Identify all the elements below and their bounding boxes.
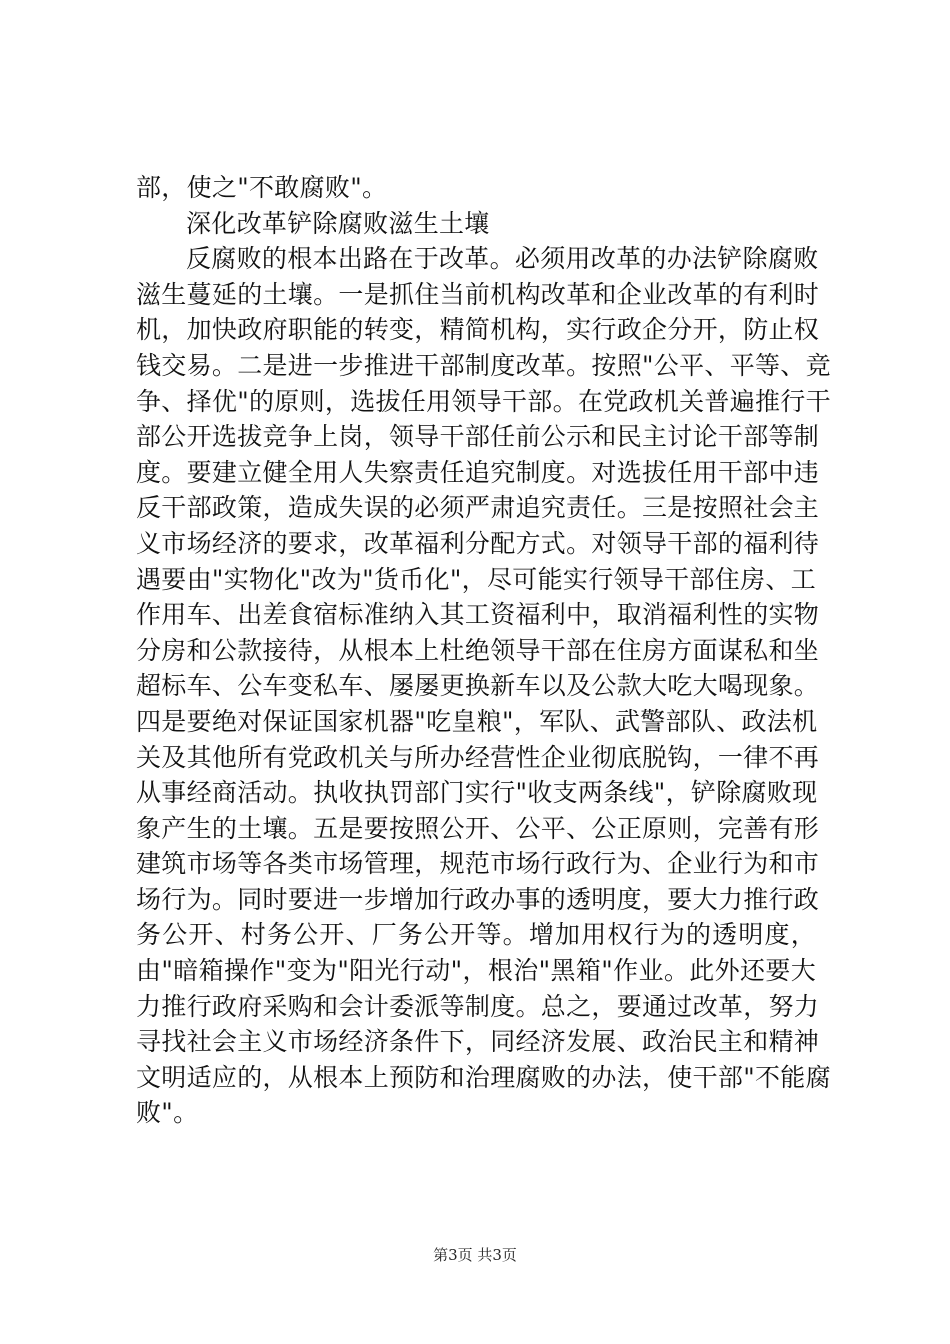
section-heading: 深化改革铲除腐败滋生土壤 <box>186 208 490 238</box>
text-line: 滋生蔓延的土壤。一是抓住当前机构改革和企业改革的有利时 <box>136 279 820 309</box>
text-line: 部公开选拔竞争上岗，领导干部任前公示和民主讨论干部等制 <box>136 422 820 452</box>
text-line: 钱交易。二是进一步推进干部制度改革。按照"公平、平等、竞 <box>136 350 831 380</box>
text-line: 反干部政策，造成失误的必须严肃追究责任。三是按照社会主 <box>136 493 820 523</box>
text-line: 分房和公款接待，从根本上杜绝领导干部在住房方面谋私和坐 <box>136 635 820 665</box>
text-line: 四是要绝对保证国家机器"吃皇粮"，军队、武警部队、政法机 <box>136 706 818 736</box>
text-line: 由"暗箱操作"变为"阳光行动"，根治"黑箱"作业。此外还要大 <box>136 956 816 986</box>
text-line: 机，加快政府职能的转变，精简机构，实行政企分开，防止权 <box>136 315 820 345</box>
text-line: 象产生的土壤。五是要按照公开、公平、公正原则，完善有形 <box>136 813 820 843</box>
text-line: 遇要由"实物化"改为"货币化"，尽可能实行领导干部住房、工 <box>136 564 816 594</box>
text-line: 场行为。同时要进一步增加行政办事的透明度，要大力推行政 <box>136 884 820 914</box>
page-number-footer: 第3页 共3页 <box>433 1246 517 1264</box>
text-line: 建筑市场等各类市场管理，规范市场行政行为、企业行为和市 <box>136 849 820 879</box>
text-line: 败"。 <box>136 1098 199 1128</box>
text-line: 度。要建立健全用人失察责任追究制度。对选拔任用干部中违 <box>136 457 820 487</box>
text-line: 寻找社会主义市场经济条件下，同经济发展、政治民主和精神 <box>136 1027 820 1057</box>
text-line: 力推行政府采购和会计委派等制度。总之，要通过改革，努力 <box>136 991 820 1021</box>
text-line: 文明适应的，从根本上预防和治理腐败的办法，使干部"不能腐 <box>136 1062 831 1092</box>
text-line: 务公开、村务公开、厂务公开等。增加用权行为的透明度， <box>136 920 816 950</box>
text-line: 作用车、出差食宿标准纳入其工资福利中，取消福利性的实物 <box>136 600 820 630</box>
text-line: 部，使之"不敢腐败"。 <box>136 173 388 202</box>
text-line: 从事经商活动。执收执罚部门实行"收支两条线"，铲除腐败现 <box>136 778 818 808</box>
text-line: 关及其他所有党政机关与所办经营性企业彻底脱钩，一律不再 <box>136 742 820 772</box>
text-line: 超标车、公车变私车、屡屡更换新车以及公款大吃大喝现象。 <box>136 671 820 701</box>
document-body <box>136 170 831 1131</box>
text-line: 反腐败的根本出路在于改革。必须用改革的办法铲除腐败 <box>186 244 819 274</box>
text-line: 义市场经济的要求，改革福利分配方式。对领导干部的福利待 <box>136 528 820 558</box>
text-line: 争、择优"的原则，选拔任用领导干部。在党政机关普遍推行干 <box>136 386 831 416</box>
